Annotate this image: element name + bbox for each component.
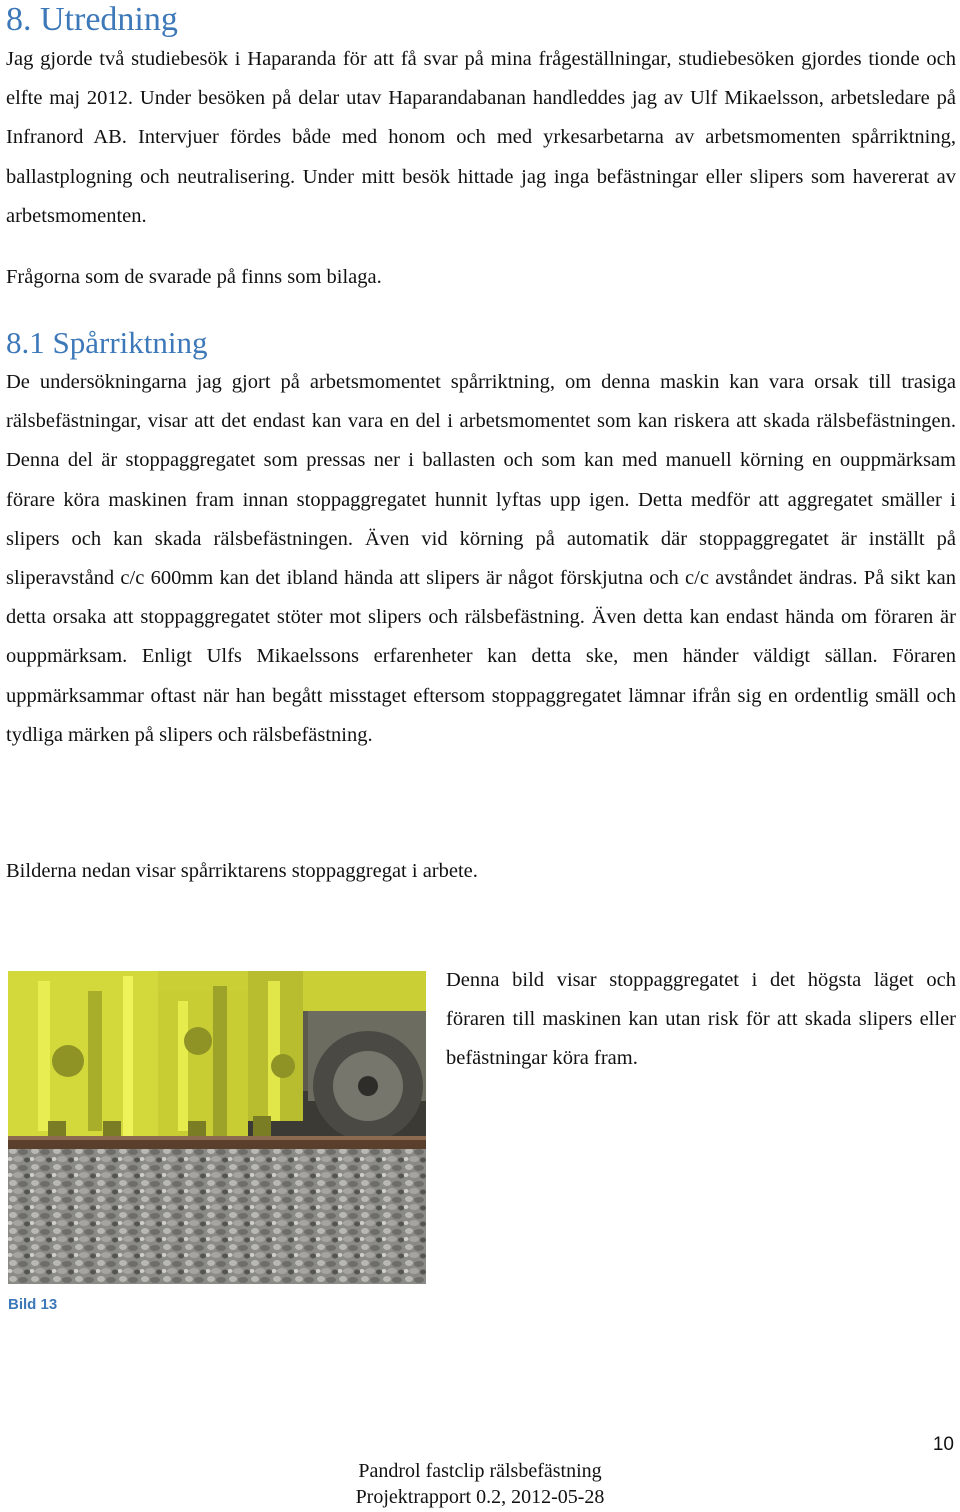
paragraph-images-intro: Bilderna nedan visar spårriktarens stoppaggregat i arbete. — [6, 860, 478, 882]
footer-subtitle: Projektrapport 0.2, 2012-05-28 — [355, 1486, 605, 1508]
photo-stoppaggregat — [8, 971, 426, 1284]
paragraph-appendix-note: Frågorna som de svarade på finns som bilaga. — [6, 266, 382, 288]
section-heading-sparriktning: 8.1 Spårriktning — [6, 325, 208, 360]
figure-description: Denna bild visar stoppaggregatet i det högsta läget och föraren till maskinen kan utan risk för att skada slipers eller befästningar köra fram. — [446, 969, 956, 1070]
figure-label: Bild 13 — [8, 1296, 58, 1313]
footer-title: Pandrol fastclip rälsbefästning — [358, 1460, 602, 1482]
paragraph-intro: Jag gjorde två studiebesök i Haparanda för att få svar på mina frågeställningar, studiebesöken gjordes tionde och elfte maj 2012. Under besöken på delar utav Haparandabanan handleddes jag av Ulf Mikaelsson, arbetsledare på Infranord AB. Intervjuer fördes både med honom och med yrkesarbetarna av arbetsmomenten spårriktning, ballastplogning och neutralisering. Under mitt besök hittade jag inga befästningar eller slipers som havererat av arbetsmomenten. — [6, 48, 956, 227]
page-number: 10 — [932, 1434, 954, 1455]
section-heading-utredning: 8. Utredning — [6, 1, 178, 38]
paragraph-sparriktning: De undersökningarna jag gjort på arbetsmomentet spårriktning, om denna maskin kan vara orsak till trasiga rälsbefästningar, visar att det endast kan vara en del i arbetsmomentet som kan riskera att skada rälsbefästningen. Denna del är stoppaggregatet som pressas ner i ballasten och som kan med manuell körning en ouppmärksam förare köra maskinen fram innan stoppaggregatet hunnit lyftas upp igen. Detta medför att aggregatet smäller i slipers och kan skada rälsbefästningen. Även vid körning på automatik där stoppaggregatet är inställt på sliperavstånd c/c 600mm kan det ibland hända att slipers är något förskjutna och c/c avståndet ändras. På sikt kan detta orsaka att stoppaggregatet stöter mot slipers och rälsbefästning. Även detta kan endast hända om föraren är ouppmärksam. Enligt Ulfs Mikaelssons erfarenheter kan detta ske, men händer väldigt sällan. Föraren uppmärksammar oftast när han begått misstaget eftersom stoppaggregatet lämnar ifrån sig en ordentlig smäll och tydliga märken på slipers och rälsbefästning. — [6, 371, 956, 746]
